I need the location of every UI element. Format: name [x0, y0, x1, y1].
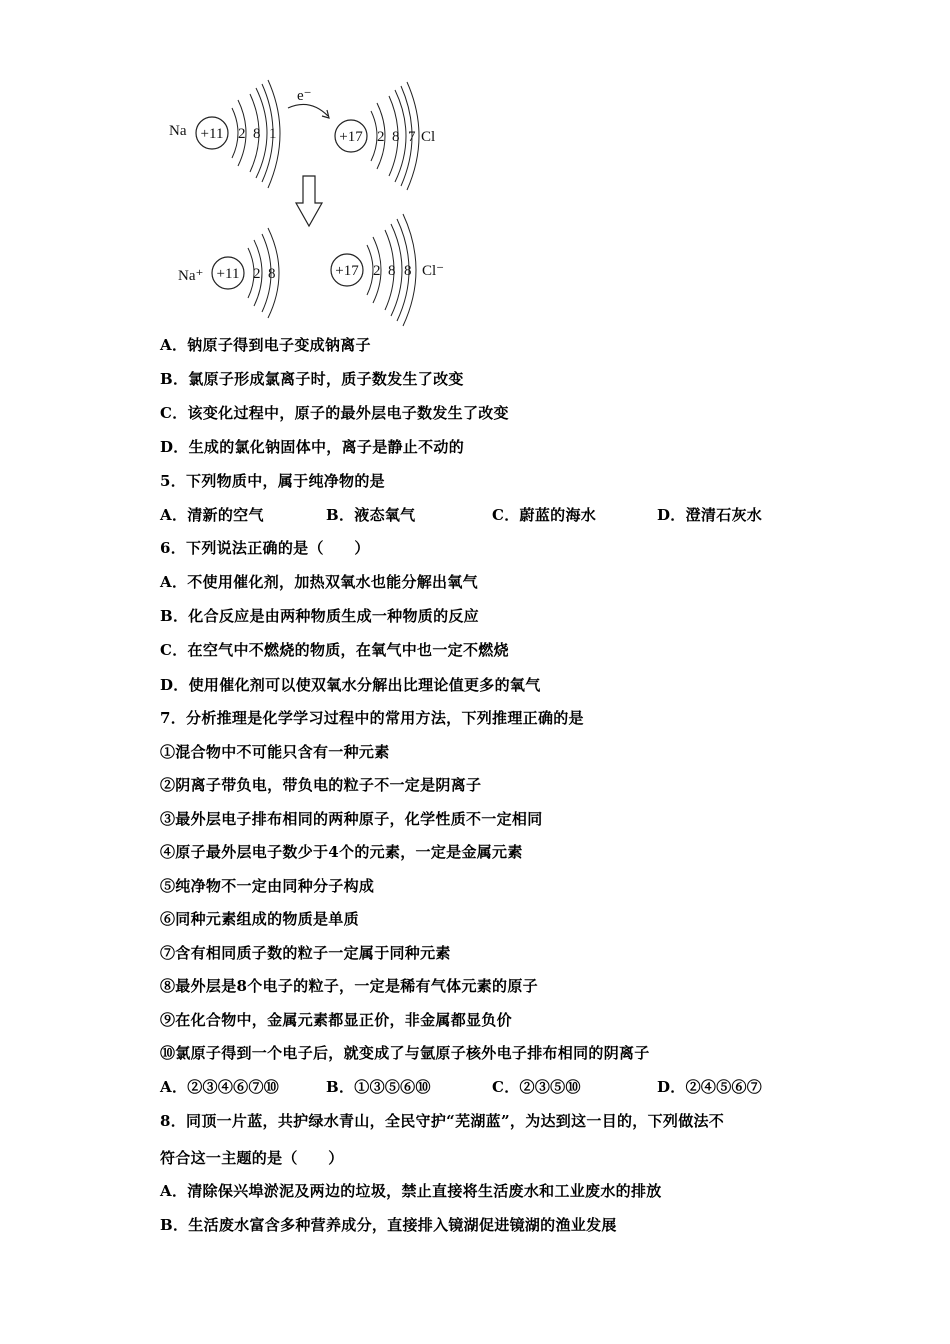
q4-option-d: D．生成的氯化钠固体中，离子是静止不动的: [160, 438, 465, 456]
cl-atom-symbol: Cl: [421, 129, 436, 145]
q7-stem: 7．分析推理是化学学习过程中的常用方法，下列推理正确的是: [160, 709, 584, 727]
q8-stem-line-2: 符合这一主题的是（ ）: [160, 1149, 344, 1167]
q7-statement-6: ⑥同种元素组成的物质是单质: [160, 910, 359, 928]
q7-option-b: B．①③⑤⑥⑩: [326, 1078, 431, 1096]
na-atom-shell-count-2: 8: [253, 126, 261, 142]
q8-option-a: A．清除保兴埠淤泥及两边的垃圾，禁止直接将生活废水和工业废水的排放: [160, 1182, 662, 1200]
na-atom-nucleus-charge: +11: [200, 126, 224, 142]
cl-atom-nucleus-charge: +17: [339, 129, 363, 145]
electron-label: e⁻: [297, 88, 312, 104]
q7-option-d: D．②④⑤⑥⑦: [657, 1078, 763, 1096]
na-ion-symbol: Na⁺: [178, 268, 204, 284]
q6-option-d: D．使用催化剂可以使双氧水分解出比理论值更多的氧气: [160, 676, 541, 694]
na-atom-shell-count-3: 1: [269, 126, 277, 142]
q7-statement-3: ③最外层电子排布相同的两种原子，化学性质不一定相同: [160, 810, 543, 828]
q5-option-c: C．蔚蓝的海水: [492, 506, 597, 524]
cl-atom-shell-count-2: 8: [392, 129, 400, 145]
q5-option-d: D．澄清石灰水: [657, 506, 763, 524]
q7-statement-1: ①混合物中不可能只含有一种元素: [160, 743, 390, 761]
q7-statement-2: ②阴离子带负电，带负电的粒子不一定是阴离子: [160, 776, 482, 794]
q8-option-b: B．生活废水富含多种营养成分，直接排入镜湖促进镜湖的渔业发展: [160, 1216, 617, 1234]
q7-statement-8: ⑧最外层是8个电子的粒子，一定是稀有气体元素的原子: [160, 977, 538, 995]
q6-stem: 6．下列说法正确的是（ ）: [160, 539, 370, 557]
cl-atom-shell-count-1: 2: [377, 129, 385, 145]
q7-statement-7: ⑦含有相同质子数的粒子一定属于同种元素: [160, 944, 451, 962]
q6-option-b: B．化合反应是由两种物质生成一种物质的反应: [160, 607, 479, 625]
down-arrow-icon: [296, 176, 322, 226]
q7-option-a: A．②③④⑥⑦⑩: [160, 1078, 280, 1096]
q4-option-a: A．钠原子得到电子变成钠离子: [160, 336, 371, 354]
na-ion-shell-count-1: 2: [253, 266, 261, 282]
q5-stem: 5．下列物质中，属于纯净物的是: [160, 472, 385, 490]
q6-option-c: C．在空气中不燃烧的物质，在氧气中也一定不燃烧: [160, 641, 509, 659]
q4-option-b: B．氯原子形成氯离子时，质子数发生了改变: [160, 370, 464, 388]
q7-statement-5: ⑤纯净物不一定由同种分子构成: [160, 877, 375, 895]
q7-option-c: C．②③⑤⑩: [492, 1078, 581, 1096]
cl-ion-symbol: Cl⁻: [422, 263, 445, 279]
electron-transfer-arrow: [288, 88, 329, 118]
cl-ion-nucleus-charge: +17: [335, 263, 359, 279]
q5-option-a: A．清新的空气: [160, 506, 264, 524]
cl-atom-structure: [335, 82, 435, 190]
q8-stem-line-1: 8．同顶一片蓝，共护绿水青山，全民守护“芜湖蓝”，为达到这一目的，下列做法不: [160, 1112, 725, 1130]
cl-ion-shell-count-1: 2: [373, 263, 381, 279]
q7-statement-4: ④原子最外层电子数少于4个的元素，一定是金属元素: [160, 843, 523, 861]
q5-option-b: B．液态氧气: [326, 506, 416, 524]
na-atom-shell-count-1: 2: [238, 126, 246, 142]
na-ion-structure: [178, 228, 279, 318]
cl-ion-shell-count-2: 8: [388, 263, 396, 279]
ion-formation-diagram: [160, 78, 460, 328]
na-atom-symbol: Na: [169, 123, 187, 139]
cl-atom-shell-count-3: 7: [408, 129, 416, 145]
cl-ion-structure: [331, 214, 444, 326]
q7-statement-10: ⑩氯原子得到一个电子后，就变成了与氩原子核外电子排布相同的阴离子: [160, 1044, 650, 1062]
q4-option-c: C．该变化过程中，原子的最外层电子数发生了改变: [160, 404, 509, 422]
q6-option-a: A．不使用催化剂，加热双氧水也能分解出氧气: [160, 573, 478, 591]
na-atom-structure: [169, 80, 280, 188]
q7-statement-9: ⑨在化合物中，金属元素都显正价，非金属都显负价: [160, 1011, 512, 1029]
na-ion-shell-count-2: 8: [268, 266, 276, 282]
na-ion-nucleus-charge: +11: [216, 266, 240, 282]
cl-ion-shell-count-3: 8: [404, 263, 412, 279]
